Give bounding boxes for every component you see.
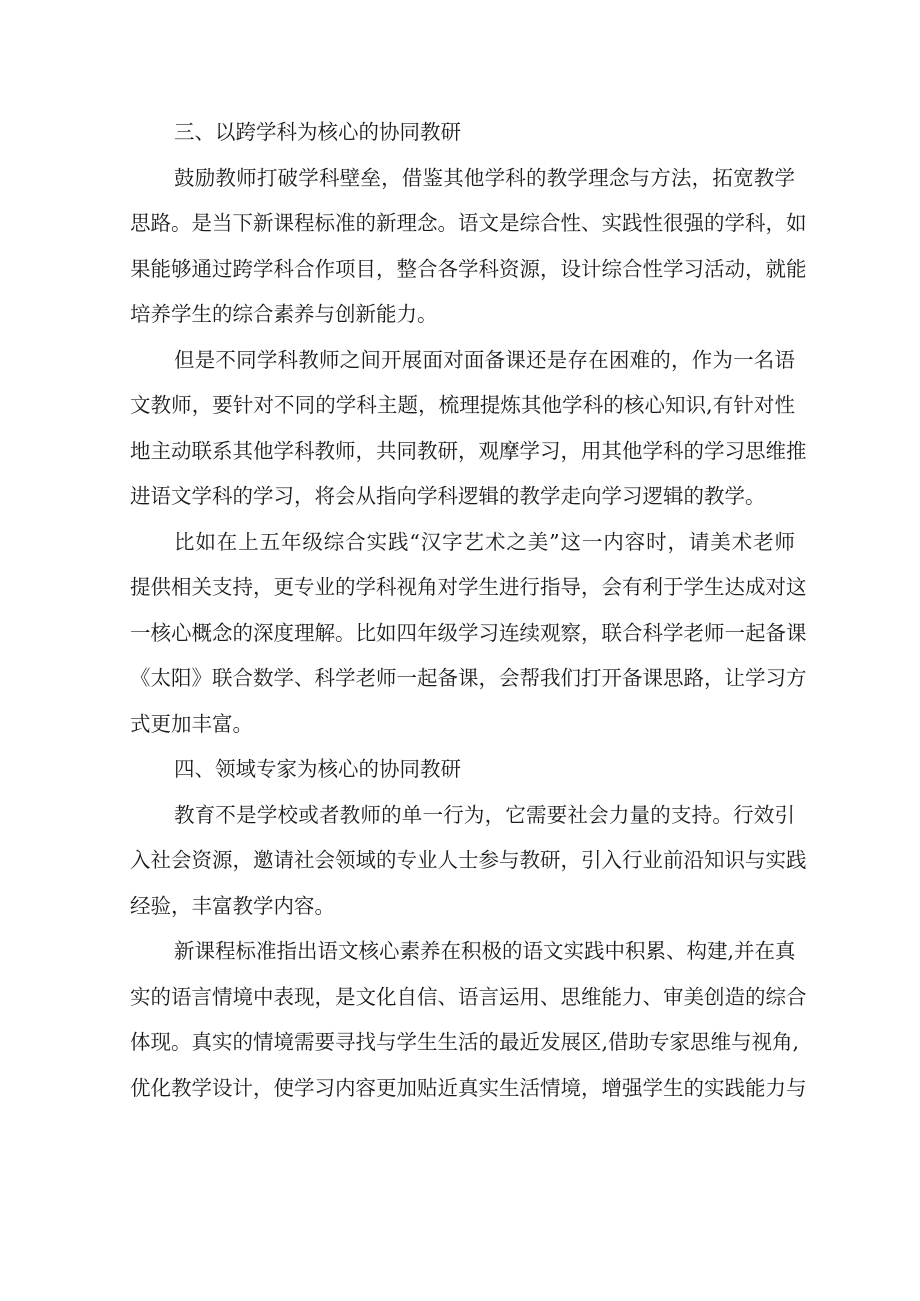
paragraph-line: 比如在上五年级综合实践“汉字艺术之美”这一内容时，请美术老师 bbox=[174, 529, 795, 554]
paragraph-line: 思路。是当下新课程标准的新理念。语文是综合性、实践性很强的学科，如 bbox=[130, 211, 807, 235]
paragraph-line: 新课程标准指出语文核心素养在积极的语文实践中积累、构建,并在真 bbox=[174, 939, 796, 963]
paragraph-line: 但是不同学科教师之间开展面对面备课还是存在困难的，作为一名语 bbox=[174, 347, 795, 372]
paragraph-line: 优化教学设计，使学习内容更加贴近真实生活情境，增强学生的实践能力与 bbox=[130, 1075, 807, 1100]
paragraph-line: 一核心概念的深度理解。比如四年级学习连续观察，联合科学老师一起备课 bbox=[130, 620, 807, 645]
paragraph-line: 经验，丰富教学内容。 bbox=[130, 893, 335, 918]
paragraph-line: 培养学生的综合素养与创新能力。 bbox=[130, 302, 438, 326]
paragraph-line: 教育不是学校或者教师的单一行为，它需要社会力量的支持。行效引 bbox=[174, 802, 795, 827]
paragraph-line: 入社会资源，邀请社会领域的专业人士参与教研，引入行业前沿知识与实践 bbox=[130, 848, 807, 872]
section-heading: 三、以跨学科为核心的协同教研 bbox=[174, 120, 461, 144]
paragraph-line: 鼓励教师打破学科壁垒，借鉴其他学科的教学理念与方法，拓宽教学 bbox=[174, 165, 795, 190]
paragraph-line: 实的语言情境中表现，是文化自信、语言运用、思维能力、审美创造的综合 bbox=[130, 984, 807, 1009]
paragraph-line: 进语文学科的学习，将会从指向学科逻辑的教学走向学习逻辑的教学。 bbox=[130, 484, 766, 508]
paragraph-line: 式更加丰富。 bbox=[130, 711, 253, 736]
paragraph-line: 地主动联系其他学科教师，共同教研，观摩学习，用其他学科的学习思维推 bbox=[130, 438, 807, 463]
document-body bbox=[130, 110, 807, 1111]
section-heading: 四、领域专家为核心的协同教研 bbox=[174, 757, 461, 781]
paragraph-line: 文教师，要针对不同的学科主题，梳理提炼其他学科的核心知识,有针对性 bbox=[130, 393, 795, 417]
paragraph-line: 果能够通过跨学科合作项目，整合各学科资源，设计综合性学习活动，就能 bbox=[130, 256, 807, 281]
paragraph-line: 体现。真实的情境需要寻找与学生生活的最近发展区,借助专家思维与视角, bbox=[130, 1030, 800, 1054]
paragraph-line: 《太阳》联合数学、科学老师一起备课，会帮我们打开备课思路，让学习方 bbox=[130, 666, 807, 690]
paragraph-line: 提供相关支持，更专业的学科视角对学生进行指导，会有利于学生达成对这 bbox=[130, 575, 807, 599]
